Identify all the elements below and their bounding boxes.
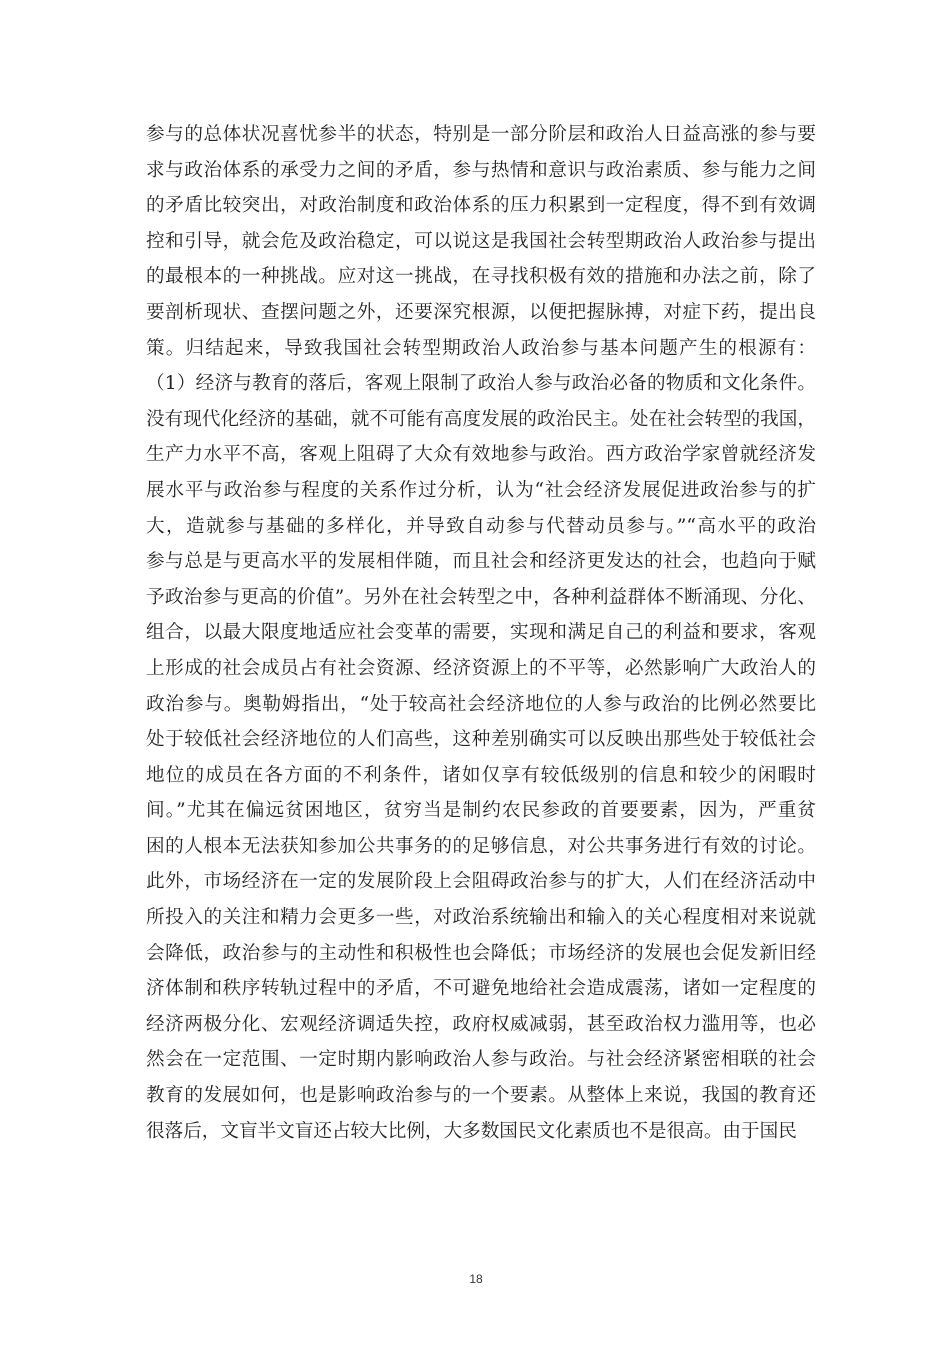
text-line: 处于较低社会经济地位的人们高些，这种差别确实可以反映出那些处于较低社会 xyxy=(146,729,816,751)
text-line: 很落后，文盲半文盲还占较大比例，大多数国民文化素质也不是很高。由于国民 xyxy=(146,1120,797,1142)
text-line: 会降低，政治参与的主动性和积极性也会降低；市场经济的发展也会促发新旧经 xyxy=(146,942,816,964)
text-line: （1）经济与教育的落后，客观上限制了政治人参与政治必备的物质和文化条件。 xyxy=(146,373,816,395)
text-line: 予政治参与更高的价值”。另外在社会转型之中，各种利益群体不断涌现、分化、 xyxy=(146,586,816,608)
text-line: 政治参与。奥勒姆指出，“处于较高社会经济地位的人参与政治的比例必然要比 xyxy=(146,693,816,715)
text-line: 组合，以最大限度地适应社会变革的需要，实现和满足自己的利益和要求，客观 xyxy=(146,622,816,644)
text-line: 控和引导，就会危及政治稳定，可以说这是我国社会转型期政治人政治参与提出 xyxy=(146,230,816,252)
text-line: 策。归结起来，导致我国社会转型期政治人政治参与基本问题产生的根源有： xyxy=(146,337,816,359)
text-line: 展水平与政治参与程度的关系作过分析，认为“社会经济发展促进政治参与的扩 xyxy=(146,479,816,501)
text-line: 困的人根本无法获知参加公共事务的的足够信息，对公共事务进行有效的讨论。 xyxy=(146,835,816,857)
text-line: 地位的成员在各方面的不利条件，诸如仅享有较低级别的信息和较少的闲暇时 xyxy=(146,764,816,786)
text-line: 求与政治体系的承受力之间的矛盾，参与热情和意识与政治素质、参与能力之间 xyxy=(146,159,816,181)
text-line: 上形成的社会成员占有社会资源、经济资源上的不平等，必然影响广大政治人的 xyxy=(146,657,816,679)
body-text xyxy=(146,117,816,1149)
text-line: 要剖析现状、查摆问题之外，还要深究根源，以便把握脉搏，对症下药，提出良 xyxy=(146,301,816,323)
text-line: 没有现代化经济的基础，就不可能有高度发展的政治民主。处在社会转型的我国， xyxy=(146,408,816,430)
text-line: 的矛盾比较突出，对政治制度和政治体系的压力积累到一定程度，得不到有效调 xyxy=(146,195,816,217)
text-line: 济体制和秩序转轨过程中的矛盾，不可避免地给社会造成震荡，诸如一定程度的 xyxy=(146,978,816,1000)
text-line: 参与的总体状况喜忧参半的状态，特别是一部分阶层和政治人日益高涨的参与要 xyxy=(146,124,816,145)
text-line: 经济两极分化、宏观经济调适失控，政府权威减弱，甚至政治权力滥用等，也必 xyxy=(146,1013,816,1035)
text-line: 此外，市场经济在一定的发展阶段上会阻碍政治参与的扩大，人们在经济活动中 xyxy=(146,871,816,893)
text-line: 所投入的关注和精力会更多一些，对政治系统输出和输入的关心程度相对来说就 xyxy=(146,907,816,929)
text-line: 的最根本的一种挑战。应对这一挑战，在寻找积极有效的措施和办法之前，除了 xyxy=(146,266,816,288)
page-number: 18 xyxy=(469,1272,483,1286)
text-line: 教育的发展如何，也是影响政治参与的一个要素。从整体上来说，我国的教育还 xyxy=(146,1085,816,1107)
text-line: 参与总是与更高水平的发展相伴随，而且社会和经济更发达的社会，也趋向于赋 xyxy=(146,551,816,573)
text-line: 生产力水平不高，客观上阻碍了大众有效地参与政治。西方政治学家曾就经济发 xyxy=(146,444,816,466)
text-line: 间。”尤其在偏远贫困地区，贫穷当是制约农民参政的首要要素，因为，严重贫 xyxy=(146,800,816,822)
text-line: 然会在一定范围、一定时期内影响政治人参与政治。与社会经济紧密相联的社会 xyxy=(146,1049,816,1071)
text-line: 大，造就参与基础的多样化，并导致自动参与代替动员参与。”“高水平的政治 xyxy=(146,515,816,537)
